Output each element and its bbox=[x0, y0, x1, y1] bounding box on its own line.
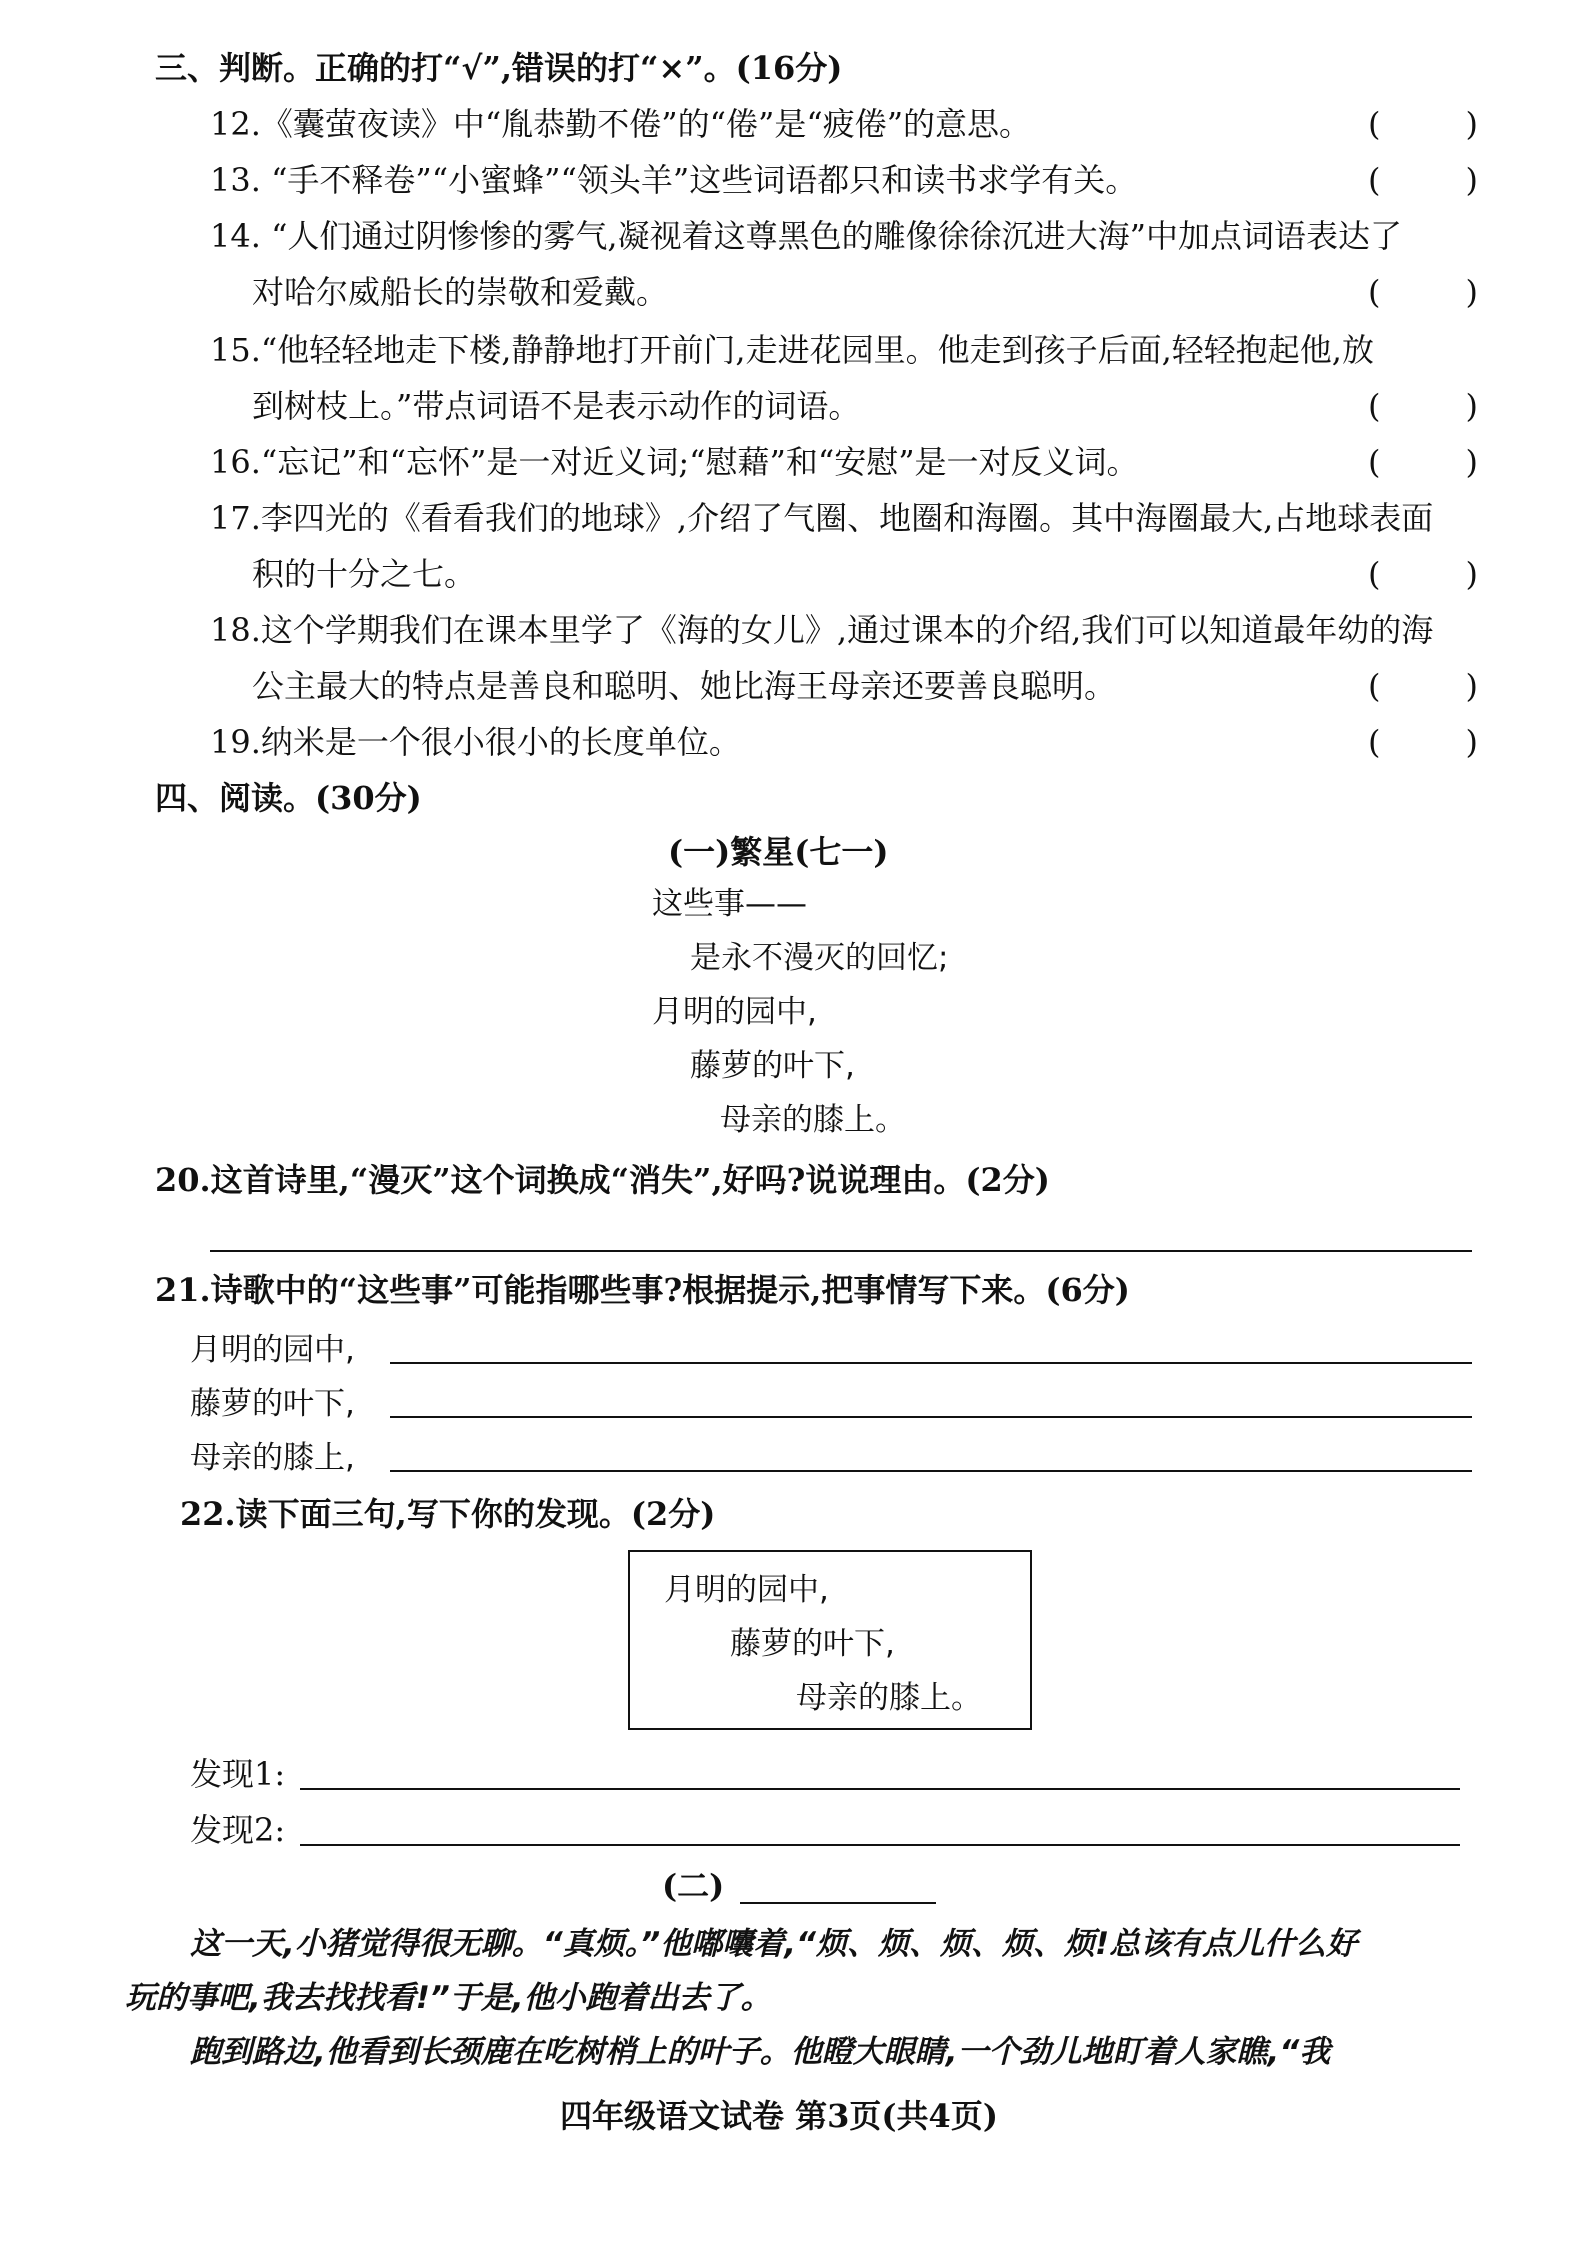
judge-item-14-line1: 14. “人们通过阴惨惨的雾气,凝视着这尊黑色的雕像徐徐沉进大海”中加点词语表达了 bbox=[210, 217, 1402, 255]
page-footer: 四年级语文试卷 第3页(共4页) bbox=[560, 2097, 998, 2135]
poem-line-5: 母亲的膝上。 bbox=[720, 1102, 906, 1138]
judge-item-12: 12.《囊萤夜读》中“胤恭勤不倦”的“倦”是“疲倦”的意思。 bbox=[210, 105, 1032, 143]
answer-paren-12[interactable]: ( ) bbox=[1368, 105, 1478, 143]
answer-paren-16[interactable]: ( ) bbox=[1368, 443, 1478, 481]
judge-item-19: 19.纳米是一个很小很小的长度单位。 bbox=[210, 723, 741, 761]
judge-item-17-line2: 积的十分之七。 bbox=[252, 555, 477, 593]
judge-item-18-line2: 公主最大的特点是善良和聪明、她比海王母亲还要善良聪明。 bbox=[252, 667, 1117, 705]
part2-title-blank[interactable] bbox=[740, 1902, 936, 1904]
q22-box-line-2: 藤萝的叶下, bbox=[730, 1626, 895, 1662]
story-line-3: 跑到路边,他看到长颈鹿在吃树梢上的叶子。他瞪大眼睛,一个劲儿地盯着人家瞧,“我 bbox=[190, 2034, 1331, 2070]
answer-line-21-2[interactable] bbox=[390, 1416, 1472, 1418]
section3-heading: 三、判断。正确的打“√”,错误的打“×”。(16分) bbox=[155, 49, 843, 87]
finding-2-line[interactable] bbox=[300, 1844, 1460, 1846]
q22-box-line-3: 母亲的膝上。 bbox=[796, 1680, 982, 1716]
q21-prompt-2: 藤萝的叶下, bbox=[190, 1386, 355, 1422]
answer-paren-17[interactable]: ( ) bbox=[1368, 555, 1478, 593]
answer-line-21-1[interactable] bbox=[390, 1362, 1472, 1364]
story-line-2: 玩的事吧,我去找找看!”于是,他小跑着出去了。 bbox=[125, 1980, 772, 2016]
answer-paren-18[interactable]: ( ) bbox=[1368, 667, 1478, 705]
answer-paren-14[interactable]: ( ) bbox=[1368, 273, 1478, 311]
finding-2-label: 发现2: bbox=[190, 1811, 286, 1849]
finding-1-label: 发现1: bbox=[190, 1755, 286, 1793]
answer-paren-15[interactable]: ( ) bbox=[1368, 387, 1478, 425]
poem-line-3: 月明的园中, bbox=[652, 994, 817, 1030]
judge-item-16: 16.“忘记”和“忘怀”是一对近义词;“慰藉”和“安慰”是一对反义词。 bbox=[210, 443, 1139, 481]
story-line-1: 这一天,小猪觉得很无聊。“真烦。”他嘟囔着,“烦、烦、烦、烦、烦!总该有点儿什么好 bbox=[190, 1926, 1358, 1962]
q21-prompt-3: 母亲的膝上, bbox=[190, 1440, 355, 1476]
finding-1-line[interactable] bbox=[300, 1788, 1460, 1790]
judge-item-13: 13. “手不释卷”“小蜜蜂”“领头羊”这些词语都只和读书求学有关。 bbox=[210, 161, 1138, 199]
judge-item-17-line1: 17.李四光的《看看我们的地球》,介绍了气圈、地圈和海圈。其中海圈最大,占地球表面 bbox=[210, 499, 1434, 537]
question-20: 20.这首诗里,“漫灭”这个词换成“消失”,好吗?说说理由。(2分) bbox=[155, 1161, 1050, 1199]
q21-prompt-1: 月明的园中, bbox=[190, 1332, 355, 1368]
judge-item-15-line1: 15.“他轻轻地走下楼,静静地打开前门,走进花园里。他走到孩子后面,轻轻抱起他,放 bbox=[210, 331, 1374, 369]
poem-title: (一)繁星(七一) bbox=[668, 833, 889, 871]
judge-item-18-line1: 18.这个学期我们在课本里学了《海的女儿》,通过课本的介绍,我们可以知道最年幼的海 bbox=[210, 611, 1434, 649]
answer-paren-19[interactable]: ( ) bbox=[1368, 723, 1478, 761]
judge-item-14-line2: 对哈尔威船长的崇敬和爱戴。 bbox=[252, 273, 669, 311]
poem-line-2: 是永不漫灭的回忆; bbox=[690, 940, 949, 976]
answer-line-20[interactable] bbox=[210, 1250, 1472, 1252]
answer-paren-13[interactable]: ( ) bbox=[1368, 161, 1478, 199]
poem-line-1: 这些事—— bbox=[652, 886, 807, 922]
answer-line-21-3[interactable] bbox=[390, 1470, 1472, 1472]
part2-title: (二) bbox=[662, 1867, 725, 1905]
section4-heading: 四、阅读。(30分) bbox=[155, 779, 422, 817]
q22-box-line-1: 月明的园中, bbox=[664, 1572, 829, 1608]
question-21: 21.诗歌中的“这些事”可能指哪些事?根据提示,把事情写下来。(6分) bbox=[155, 1271, 1130, 1309]
question-22: 22.读下面三句,写下你的发现。(2分) bbox=[180, 1495, 716, 1533]
poem-line-4: 藤萝的叶下, bbox=[690, 1048, 855, 1084]
judge-item-15-line2: 到树枝上。”带点词语不是表示动作的词语。 bbox=[252, 387, 861, 425]
